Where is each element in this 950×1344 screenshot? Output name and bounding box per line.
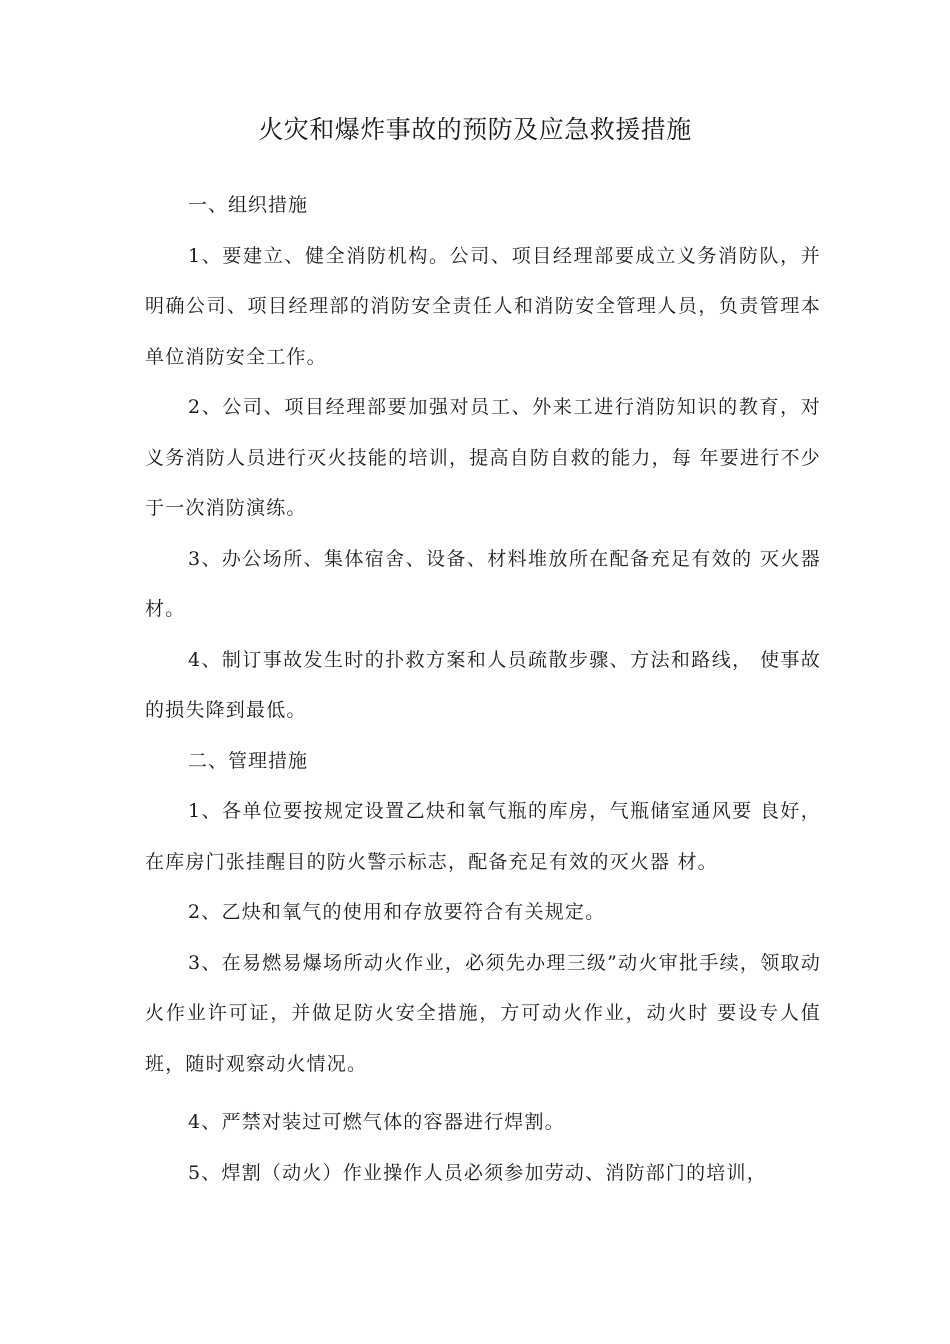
paragraph-org-3: 3、办公场所、集体宿舍、设备、材料堆放所在配备充足有效的 灭火器材。	[145, 547, 821, 620]
section-heading-organization: 一、组织措施	[188, 194, 309, 216]
paragraph-org-1: 1、要建立、健全消防机构。公司、项目经理部要成立义务消防队，并明确公司、项目经理部的消防安全责任人和消防安全管理人员，负责管理本单位消防安全工作。	[145, 244, 821, 368]
document-body	[145, 180, 821, 1198]
paragraph-mgmt-3: 3、在易燃易爆场所动火作业，必须先办理三级”动火审批手续，领取动火作业许可证，并做足防火安全措施，方可动火作业，动火时 要设专人值班，随时观察动火情况。	[145, 951, 821, 1075]
paragraph-mgmt-5: 5、焊割（动火）作业操作人员必须参加劳动、消防部门的培训，	[188, 1161, 767, 1184]
paragraph-mgmt-1: 1、各单位要按规定设置乙炔和氧气瓶的库房，气瓶储室通风要 良好，在库房门张挂醒目的防火警示标志，配备充足有效的灭火器 材。	[145, 800, 821, 873]
section-heading-management: 二、管理措施	[188, 749, 309, 772]
paragraph-org-2: 2、公司、项目经理部要加强对员工、外来工进行消防知识的教育，对义务消防人员进行灭火技能的培训，提高自防自救的能力，每 年要进行不少于一次消防演练。	[145, 396, 821, 519]
document-title: 火灾和爆炸事故的预防及应急救援措施	[258, 115, 692, 144]
paragraph-mgmt-2: 2、乙炔和氧气的使用和存放要符合有关规定。	[188, 901, 606, 923]
paragraph-org-4: 4、制订事故发生时的扑救方案和人员疏散步骤、方法和路线， 使事故的损失降到最低。	[145, 648, 821, 721]
paragraph-mgmt-4: 4、严禁对装过可燃气体的容器进行焊割。	[188, 1111, 565, 1133]
